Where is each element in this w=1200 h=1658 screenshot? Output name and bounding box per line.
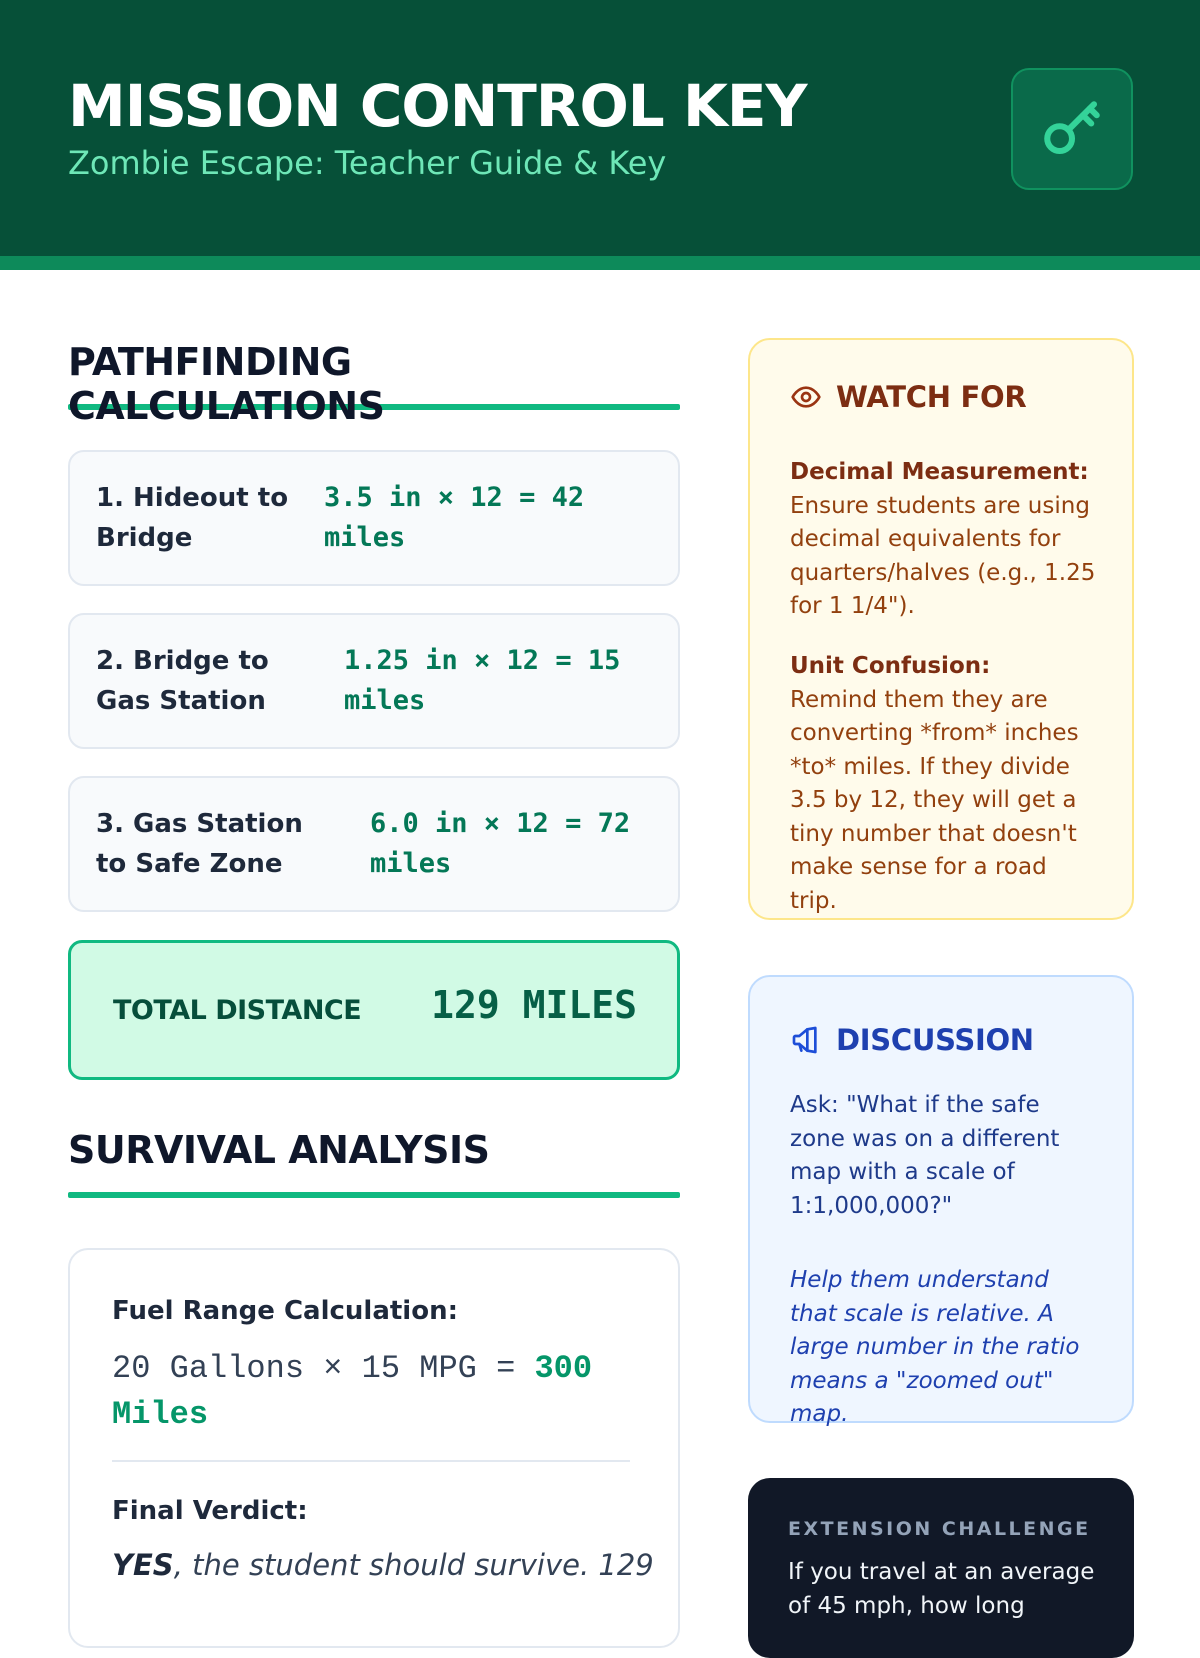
header-stripe (0, 256, 1200, 270)
leg-label: 3. Gas Station to Safe Zone (96, 809, 303, 879)
survival-card (68, 1248, 680, 1648)
leg-calculation: 6.0 in × 12 = 72 miles (370, 808, 631, 879)
key-icon (1039, 96, 1105, 162)
leg-calculation: 1.25 in × 12 = 15 miles (344, 645, 621, 716)
watch-item-text: Ensure students are using decimal equivalents for quarters/halves (e.g., 1.25 for 1 1/4"). (790, 492, 1096, 619)
pathfinding-heading: PATHFINDING CALCULATIONS (68, 340, 385, 428)
page-header (0, 0, 1200, 256)
leg-row (68, 776, 680, 912)
watch-for-title: WATCH FOR (836, 380, 1027, 414)
watch-for-card (748, 338, 1134, 920)
total-distance-value: 129 MILES (431, 983, 637, 1027)
discussion-guidance: Help them understand that scale is relative. A large number in the ratio means a "zoomed out" map. (790, 1267, 1080, 1427)
divider (112, 1460, 630, 1462)
extension-text: If you travel at an average of 45 mph, how long (788, 1559, 1095, 1619)
discussion-card (748, 975, 1134, 1427)
watch-item-text: Remind them they are converting *from* inches *to* miles. If they divide 3.5 by 12, they will get a tiny number that doesn't make sense for a road trip. (790, 686, 1079, 914)
verdict-heading: Final Verdict: (112, 1496, 308, 1526)
leg-label: 2. Bridge to Gas Station (96, 646, 269, 716)
leg-row (68, 613, 680, 749)
extension-title: EXTENSION CHALLENGE (788, 1518, 1091, 1540)
discussion-question: Ask: "What if the safe zone was on a different map with a scale of 1:1,000,000?" (790, 1092, 1060, 1219)
leg-calculation: 3.5 in × 12 = 42 miles (324, 482, 585, 553)
fuel-expression: 20 Gallons × 15 MPG = (112, 1350, 535, 1387)
watch-item (790, 650, 1100, 918)
fuel-heading: Fuel Range Calculation: (112, 1296, 458, 1326)
page-subtitle: Zombie Escape: Teacher Guide & Key (68, 144, 667, 182)
megaphone-icon (790, 1024, 822, 1056)
final-verdict (112, 1548, 652, 1582)
verdict-answer: YES (112, 1548, 174, 1582)
leg-label: 1. Hideout to Bridge (96, 483, 289, 553)
watch-item-term: Unit Confusion: (790, 653, 991, 679)
watch-item-term: Decimal Measurement: (790, 459, 1089, 485)
verdict-text: , the student should survive. 129 (173, 1548, 654, 1582)
page-title: MISSION CONTROL KEY (68, 72, 807, 140)
eye-icon (790, 381, 822, 413)
discussion-title: DISCUSSION (836, 1023, 1034, 1057)
discussion-heading (790, 1023, 1034, 1057)
survival-heading: SURVIVAL ANALYSIS (68, 1128, 490, 1172)
total-distance-label: TOTAL DISTANCE (113, 995, 362, 1026)
extension-card (748, 1478, 1134, 1658)
fuel-result: 300 Miles (112, 1350, 593, 1433)
leg-row (68, 450, 680, 586)
left-column (68, 330, 680, 1582)
watch-for-heading (790, 380, 1026, 414)
survival-rule (68, 1192, 680, 1198)
key-badge (1011, 68, 1133, 190)
total-distance-box (68, 940, 680, 1080)
watch-item (790, 456, 1100, 624)
survival-section-header (68, 1118, 680, 1198)
fuel-calculation (112, 1346, 632, 1438)
